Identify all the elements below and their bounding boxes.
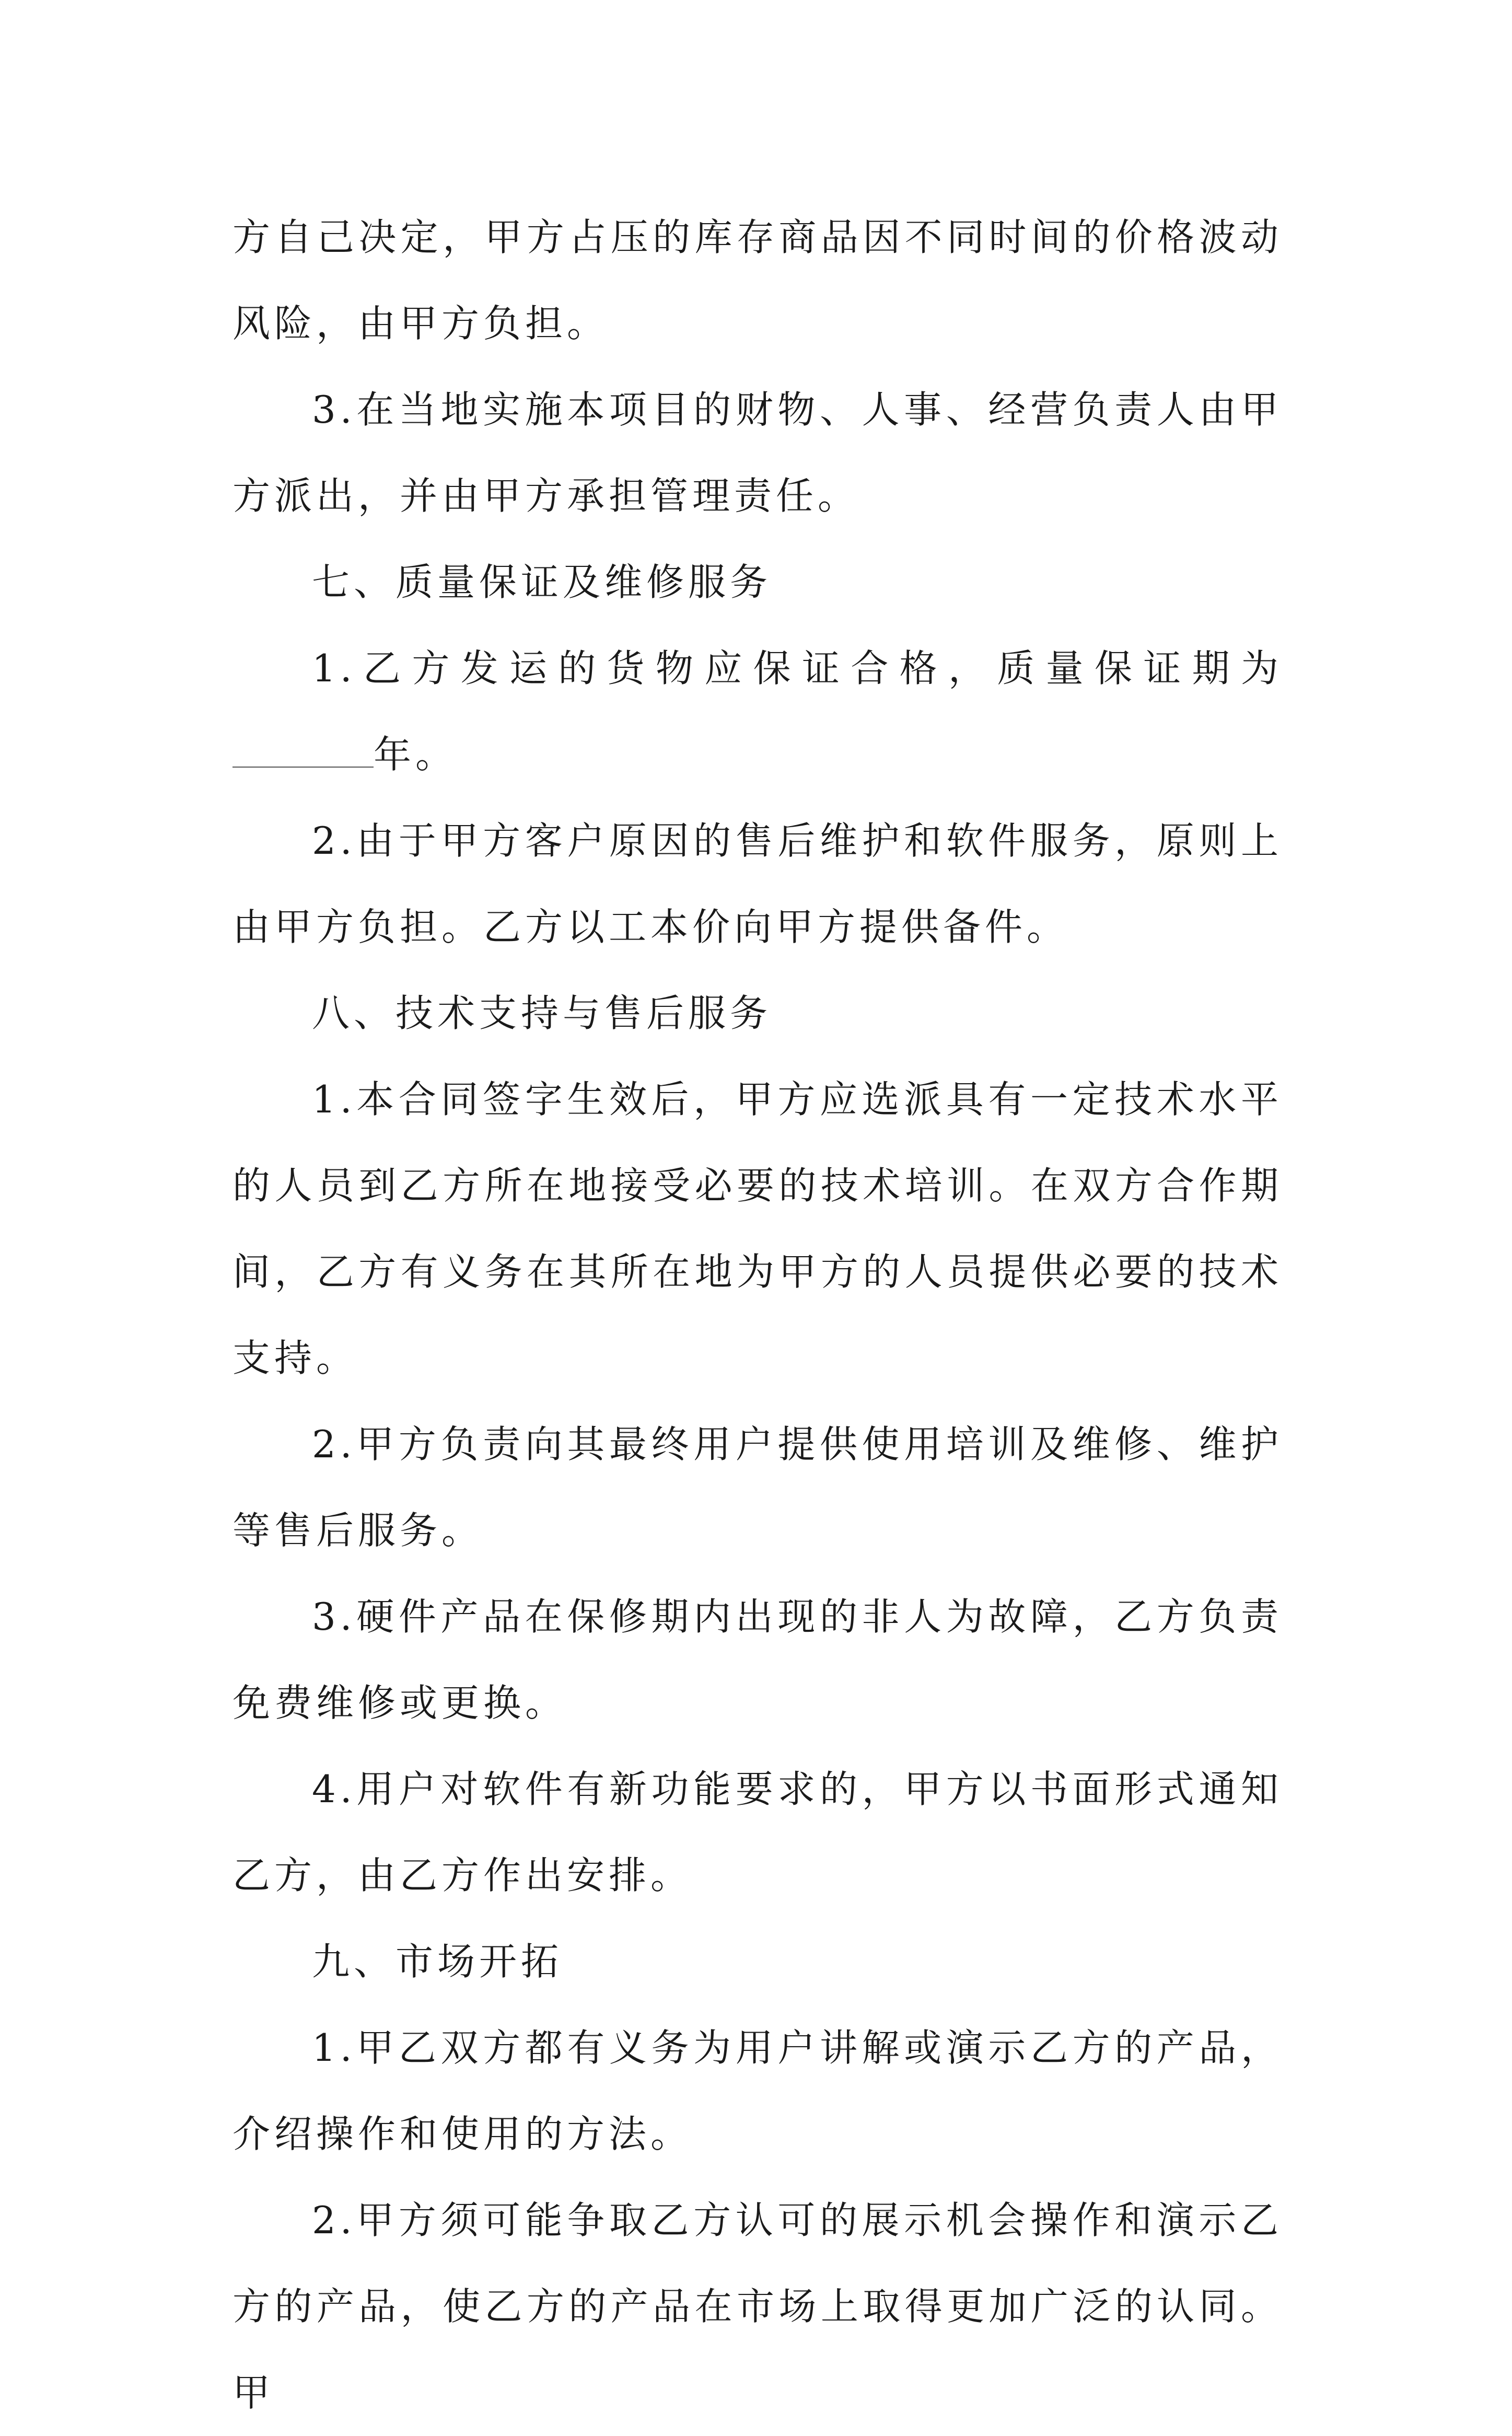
warranty-period-blank [232, 735, 374, 768]
section-heading-9: 九、市场开拓 [312, 1940, 563, 1983]
paragraph-8-4: 4.用户对软件有新功能要求的，甲方以书面形式通知乙方，由乙方作出安排。 [232, 1767, 1283, 1897]
section-heading-7: 七、质量保证及维修服务 [312, 560, 772, 604]
section-heading-8: 八、技术支持与售后服务 [312, 991, 772, 1035]
paragraph-9-2: 2.甲方须可能争取乙方认可的展示机会操作和演示乙方的产品，使乙方的产品在市场上取得更加广泛的认同。甲 [232, 2198, 1283, 2415]
paragraph-9-1: 1.甲乙双方都有义务为用户讲解或演示乙方的产品，介绍操作和使用的方法。 [232, 2026, 1283, 2156]
paragraph-continued: 方自己决定，甲方占压的库存商品因不同时间的价格波动风险，由甲方负担。 [232, 215, 1283, 345]
paragraph-8-1: 1.本合同签字生效后，甲方应选派具有一定技术水平的人员到乙方所在地接受必要的技术培训。在双方合作期间，乙方有义务在其所在地为甲方的人员提供必要的技术支持。 [232, 1077, 1283, 1380]
document-page [232, 194, 1283, 2436]
paragraph-8-2: 2.甲方负责向其最终用户提供使用培训及维修、维护等售后服务。 [232, 1422, 1283, 1552]
paragraph-7-1-suffix: 年。 [374, 733, 458, 776]
paragraph-7-1 [232, 625, 1283, 798]
paragraph-8-3: 3.硬件产品在保修期内出现的非人为故障，乙方负责免费维修或更换。 [232, 1595, 1283, 1725]
paragraph-6-3: 3.在当地实施本项目的财物、人事、经营负责人由甲方派出，并由甲方承担管理责任。 [232, 388, 1283, 518]
paragraph-7-1-text: 1.乙方发运的货物应保证合格，质量保证期为 [312, 646, 1283, 690]
paragraph-7-2: 2.由于甲方客户原因的售后维护和软件服务，原则上由甲方负担。乙方以工本价向甲方提供备件。 [232, 819, 1283, 949]
